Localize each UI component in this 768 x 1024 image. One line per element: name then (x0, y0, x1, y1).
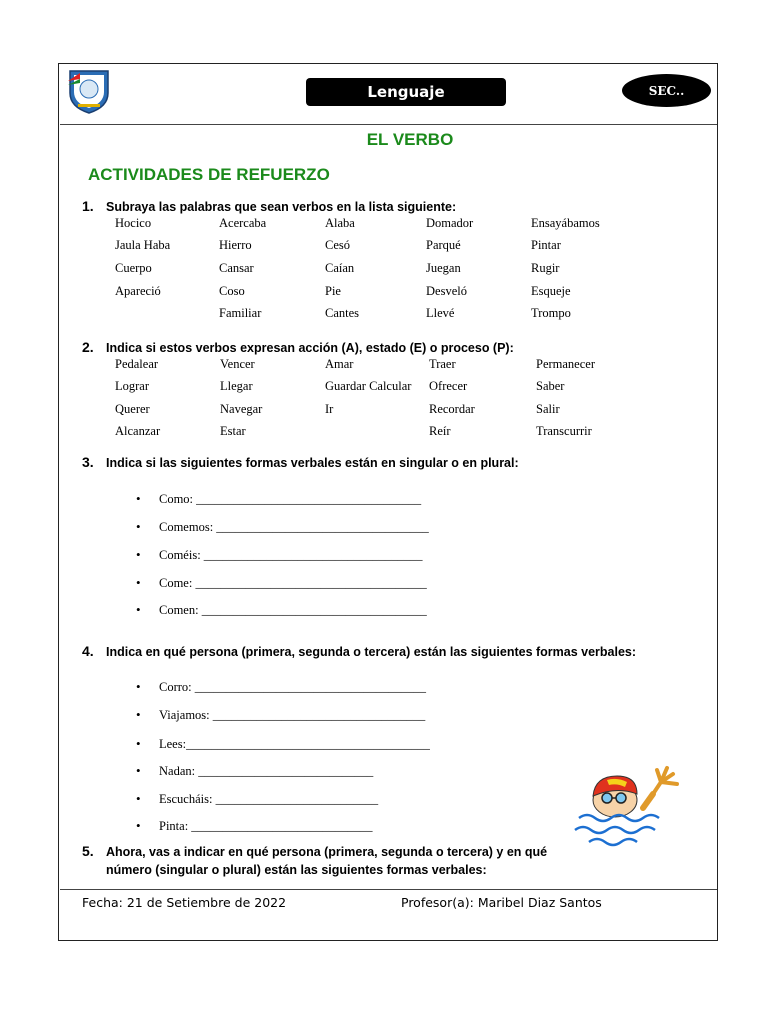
grid-word: Pedalear (115, 357, 159, 371)
grid-word: Trompo (531, 306, 571, 320)
grid-word: Cansar (219, 261, 254, 275)
grid-word: Rugir (531, 261, 560, 275)
grid-word: Alcanzar (115, 424, 161, 438)
footer-date: Fecha: 21 de Setiembre de 2022 (82, 895, 287, 910)
grid-word: Estar (220, 424, 246, 438)
q4-item: • Escucháis: __________________________ (136, 791, 379, 806)
grid-word: Cesó (325, 238, 350, 252)
question-5-number: 5. (82, 843, 94, 859)
grid-word: Cantes (325, 306, 360, 320)
grid-word: Salir (536, 402, 560, 416)
subject-label: Lenguaje (306, 78, 506, 106)
grid-word: Apareció (115, 284, 161, 298)
grid-word: Parqué (426, 238, 461, 252)
grid-word: Ofrecer (429, 379, 468, 393)
grid-word: Juegan (426, 261, 461, 275)
footer-teacher: Profesor(a): Maribel Diaz Santos (401, 895, 602, 910)
grid-word: Esqueje (531, 284, 571, 298)
grid-word: Vencer (220, 357, 255, 371)
grid-word: Guardar Calcular (325, 379, 412, 393)
question-3-text: Indica si las siguientes formas verbales están en singular o en plural: (106, 456, 519, 470)
grid-word: Hocico (115, 216, 152, 230)
q3-item: • Come: _____________________________________ (136, 575, 427, 590)
grid-word: Transcurrir (536, 424, 592, 438)
school-logo-icon (66, 67, 112, 115)
question-1-text: Subraya las palabras que sean verbos en la lista siguiente: (106, 200, 457, 214)
q4-item: • Lees:_______________________________________ (136, 736, 430, 751)
q3-item: • Comen: ____________________________________ (136, 602, 427, 617)
q3-item: • Como: ____________________________________ (136, 491, 422, 506)
grid-word: Pie (325, 284, 341, 298)
grid-word: Amar (325, 357, 354, 371)
grid-word: Ensayábamos (531, 216, 600, 230)
q3-item: • Comemos: __________________________________ (136, 519, 429, 534)
grid-word: Lograr (115, 379, 150, 393)
grid-word: Desveló (426, 284, 467, 298)
page-subtitle: ACTIVIDADES DE REFUERZO (88, 165, 330, 184)
q4-item: • Nadan: ____________________________ (136, 763, 374, 778)
question-4-number: 4. (82, 643, 94, 659)
grid-word: Jaula Haba (115, 238, 171, 252)
q3-item: • Coméis: ___________________________________ (136, 547, 423, 562)
grid-word: Saber (536, 379, 565, 393)
grid-word: Navegar (220, 402, 263, 416)
grid-word: Familiar (219, 306, 262, 320)
q4-item: • Viajamos: __________________________________ (136, 707, 426, 722)
q4-item: • Corro: _____________________________________ (136, 679, 427, 694)
q4-item: • Pinta: _____________________________ (136, 818, 373, 833)
question-5-line-1: Ahora, vas a indicar en qué persona (primera, segunda o tercera) y en qué (106, 845, 548, 859)
grid-word: Reír (429, 424, 451, 438)
question-5-line-2: número (singular o plural) están las siguientes formas verbales: (106, 863, 487, 877)
grid-word: Alaba (325, 216, 355, 230)
grid-word: Ir (325, 402, 334, 416)
question-4-text: Indica en qué persona (primera, segunda o tercera) están las siguientes formas verbales: (106, 645, 637, 659)
grid-word: Acercaba (219, 216, 267, 230)
grid-word: Caían (325, 261, 355, 275)
grid-word: Domador (426, 216, 474, 230)
grid-word: Traer (429, 357, 456, 371)
page-title: EL VERBO (366, 130, 454, 149)
grid-word: Cuerpo (115, 261, 152, 275)
grid-word: Llegar (220, 379, 253, 393)
grid-word: Coso (219, 284, 245, 298)
grid-word: Querer (115, 402, 150, 416)
question-1-number: 1. (82, 198, 94, 214)
grid-word: Recordar (429, 402, 475, 416)
grid-word: Pintar (531, 238, 561, 252)
swimmer-illustration-icon (573, 760, 688, 855)
grid-word: Permanecer (536, 357, 595, 371)
grid-word: Llevé (426, 306, 455, 320)
question-2-number: 2. (82, 339, 94, 355)
question-2-text: Indica si estos verbos expresan acción (A), estado (E) o proceso (P): (106, 341, 514, 355)
footer-divider (60, 889, 717, 890)
header-divider (60, 124, 717, 125)
question-3-number: 3. (82, 454, 94, 470)
level-badge: SEC.. (622, 74, 711, 107)
grid-word: Hierro (219, 238, 252, 252)
